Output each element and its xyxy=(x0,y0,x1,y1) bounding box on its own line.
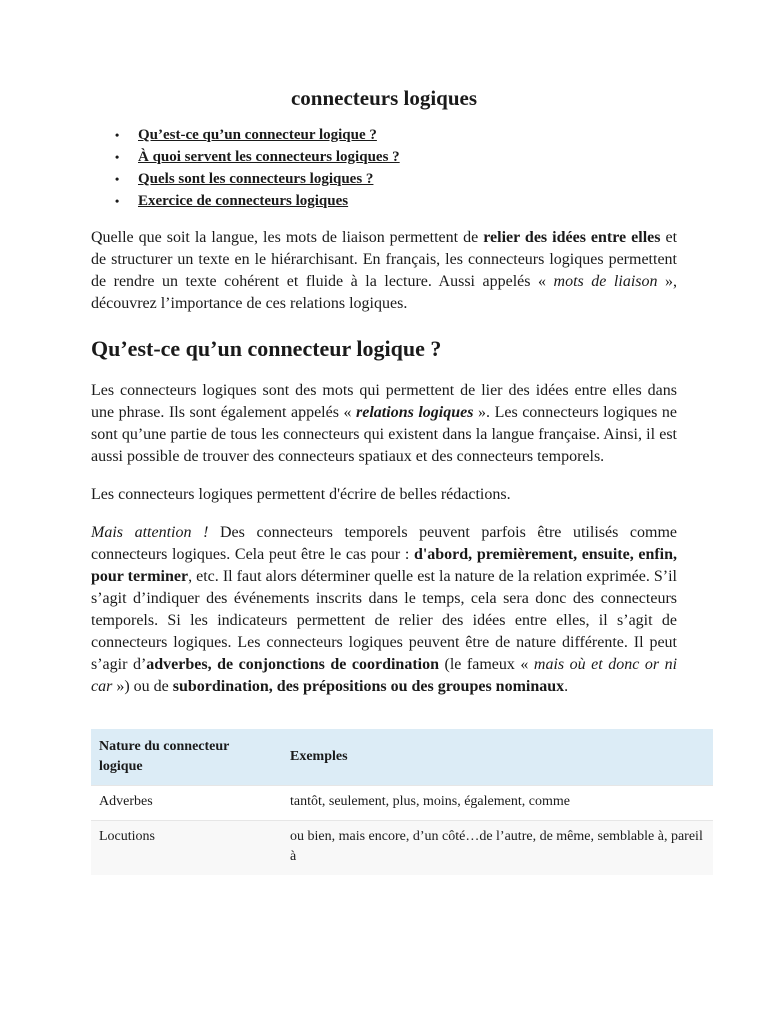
column-header: Exemples xyxy=(282,729,713,786)
paragraph-italic: mais où et donc or ni car xyxy=(91,656,678,695)
table-cell: Adverbes xyxy=(91,786,282,821)
paragraph-bold: subordination, des prépositions ou des groupes nominaux xyxy=(172,678,565,695)
paragraph-text: Des connecteurs temporels peuvent parfois être utilisés comme connecteurs logiques. Cela peut être le cas pour : xyxy=(91,524,677,563)
toc-link-usage[interactable]: À quoi servent les connecteurs logiques ? xyxy=(138,149,400,165)
paragraph-text: ». Les connecteurs logiques ne sont qu’une partie de tous les connecteurs qui existent dans la langue française. Ainsi, il est aussi possible de trouver des connecteurs spatiaux et des connecteurs temporels. xyxy=(91,404,678,465)
intro-text: et de structurer un texte en le hiérarchisant. En français, les connecteurs logiques permettent de rendre un texte cohérent et fluide à la lecture. Aussi appelés « xyxy=(91,229,678,290)
table-row xyxy=(91,821,713,876)
document-title: connecteurs logiques xyxy=(290,86,478,110)
toc-link-exercise[interactable]: Exercice de connecteurs logiques xyxy=(138,193,349,209)
table-cell: ou bien, mais encore, d’un côté…de l’autre, de même, semblable à, pareil à xyxy=(282,821,713,876)
intro-text: », découvrez l’importance de ces relations logiques. xyxy=(91,273,678,312)
paragraph-text: . xyxy=(564,678,569,695)
intro-emphasis: relier des idées entre elles xyxy=(483,229,661,246)
short-paragraph: Les connecteurs logiques permettent d'écrire de belles rédactions. xyxy=(91,486,511,503)
toc-item xyxy=(115,168,677,190)
table-header-row xyxy=(91,729,713,786)
paragraph-text: ») ou de xyxy=(112,678,173,695)
bullet-icon: • xyxy=(115,194,120,208)
paragraph-text: (le fameux « xyxy=(439,656,534,673)
paragraph-text: , etc. Il faut alors déterminer quelle est la nature de la relation exprimée. S’il s’agit d’indiquer des événements inscrits dans le temps, cela sera donc des connecteurs temporels. Si les indicateurs permettent de relier des idées entre elles, il s’agit de connecteurs logiques. Les connecteurs logiques peuvent être de nature différente. Il peut s’agir d’ xyxy=(91,568,678,673)
paragraph-text: Les connecteurs logiques sont des mots qui permettent de lier des idées entre elles dans une phrase. Ils sont également appelés « xyxy=(91,382,677,421)
paragraph-bold: adverbes, de conjonctions de coordination xyxy=(146,656,439,673)
connectors-table xyxy=(91,729,713,875)
toc-link-list[interactable]: Quels sont les connecteurs logiques ? xyxy=(138,171,374,187)
bullet-icon: • xyxy=(115,172,120,186)
attention-paragraph xyxy=(91,522,677,698)
table-cell: tantôt, seulement, plus, moins, également, comme xyxy=(282,786,713,821)
intro-text: Quelle que soit la langue, les mots de liaison permettent de xyxy=(91,229,484,246)
table-cell: Locutions xyxy=(91,821,282,876)
bullet-icon: • xyxy=(115,150,120,164)
column-header: Nature du connecteur logique xyxy=(91,729,282,786)
toc-item xyxy=(115,124,677,146)
toc-item xyxy=(115,190,677,212)
toc-link-definition[interactable]: Qu’est-ce qu’un connecteur logique ? xyxy=(138,127,377,143)
table-row xyxy=(91,786,713,821)
paragraph-bold-italic: relations logiques xyxy=(356,404,474,421)
definition-paragraph xyxy=(91,380,677,468)
table-of-contents xyxy=(91,124,677,212)
toc-item xyxy=(115,146,677,168)
paragraph-italic: Mais attention ! xyxy=(91,524,209,541)
intro-italic: mots de liaison xyxy=(553,273,658,290)
paragraph-bold: d'abord, premièrement, ensuite, enfin, pour terminer xyxy=(91,546,678,585)
intro-paragraph xyxy=(91,227,677,315)
section-heading: Qu’est-ce qu’un connecteur logique ? xyxy=(91,336,442,361)
bullet-icon: • xyxy=(115,128,120,142)
